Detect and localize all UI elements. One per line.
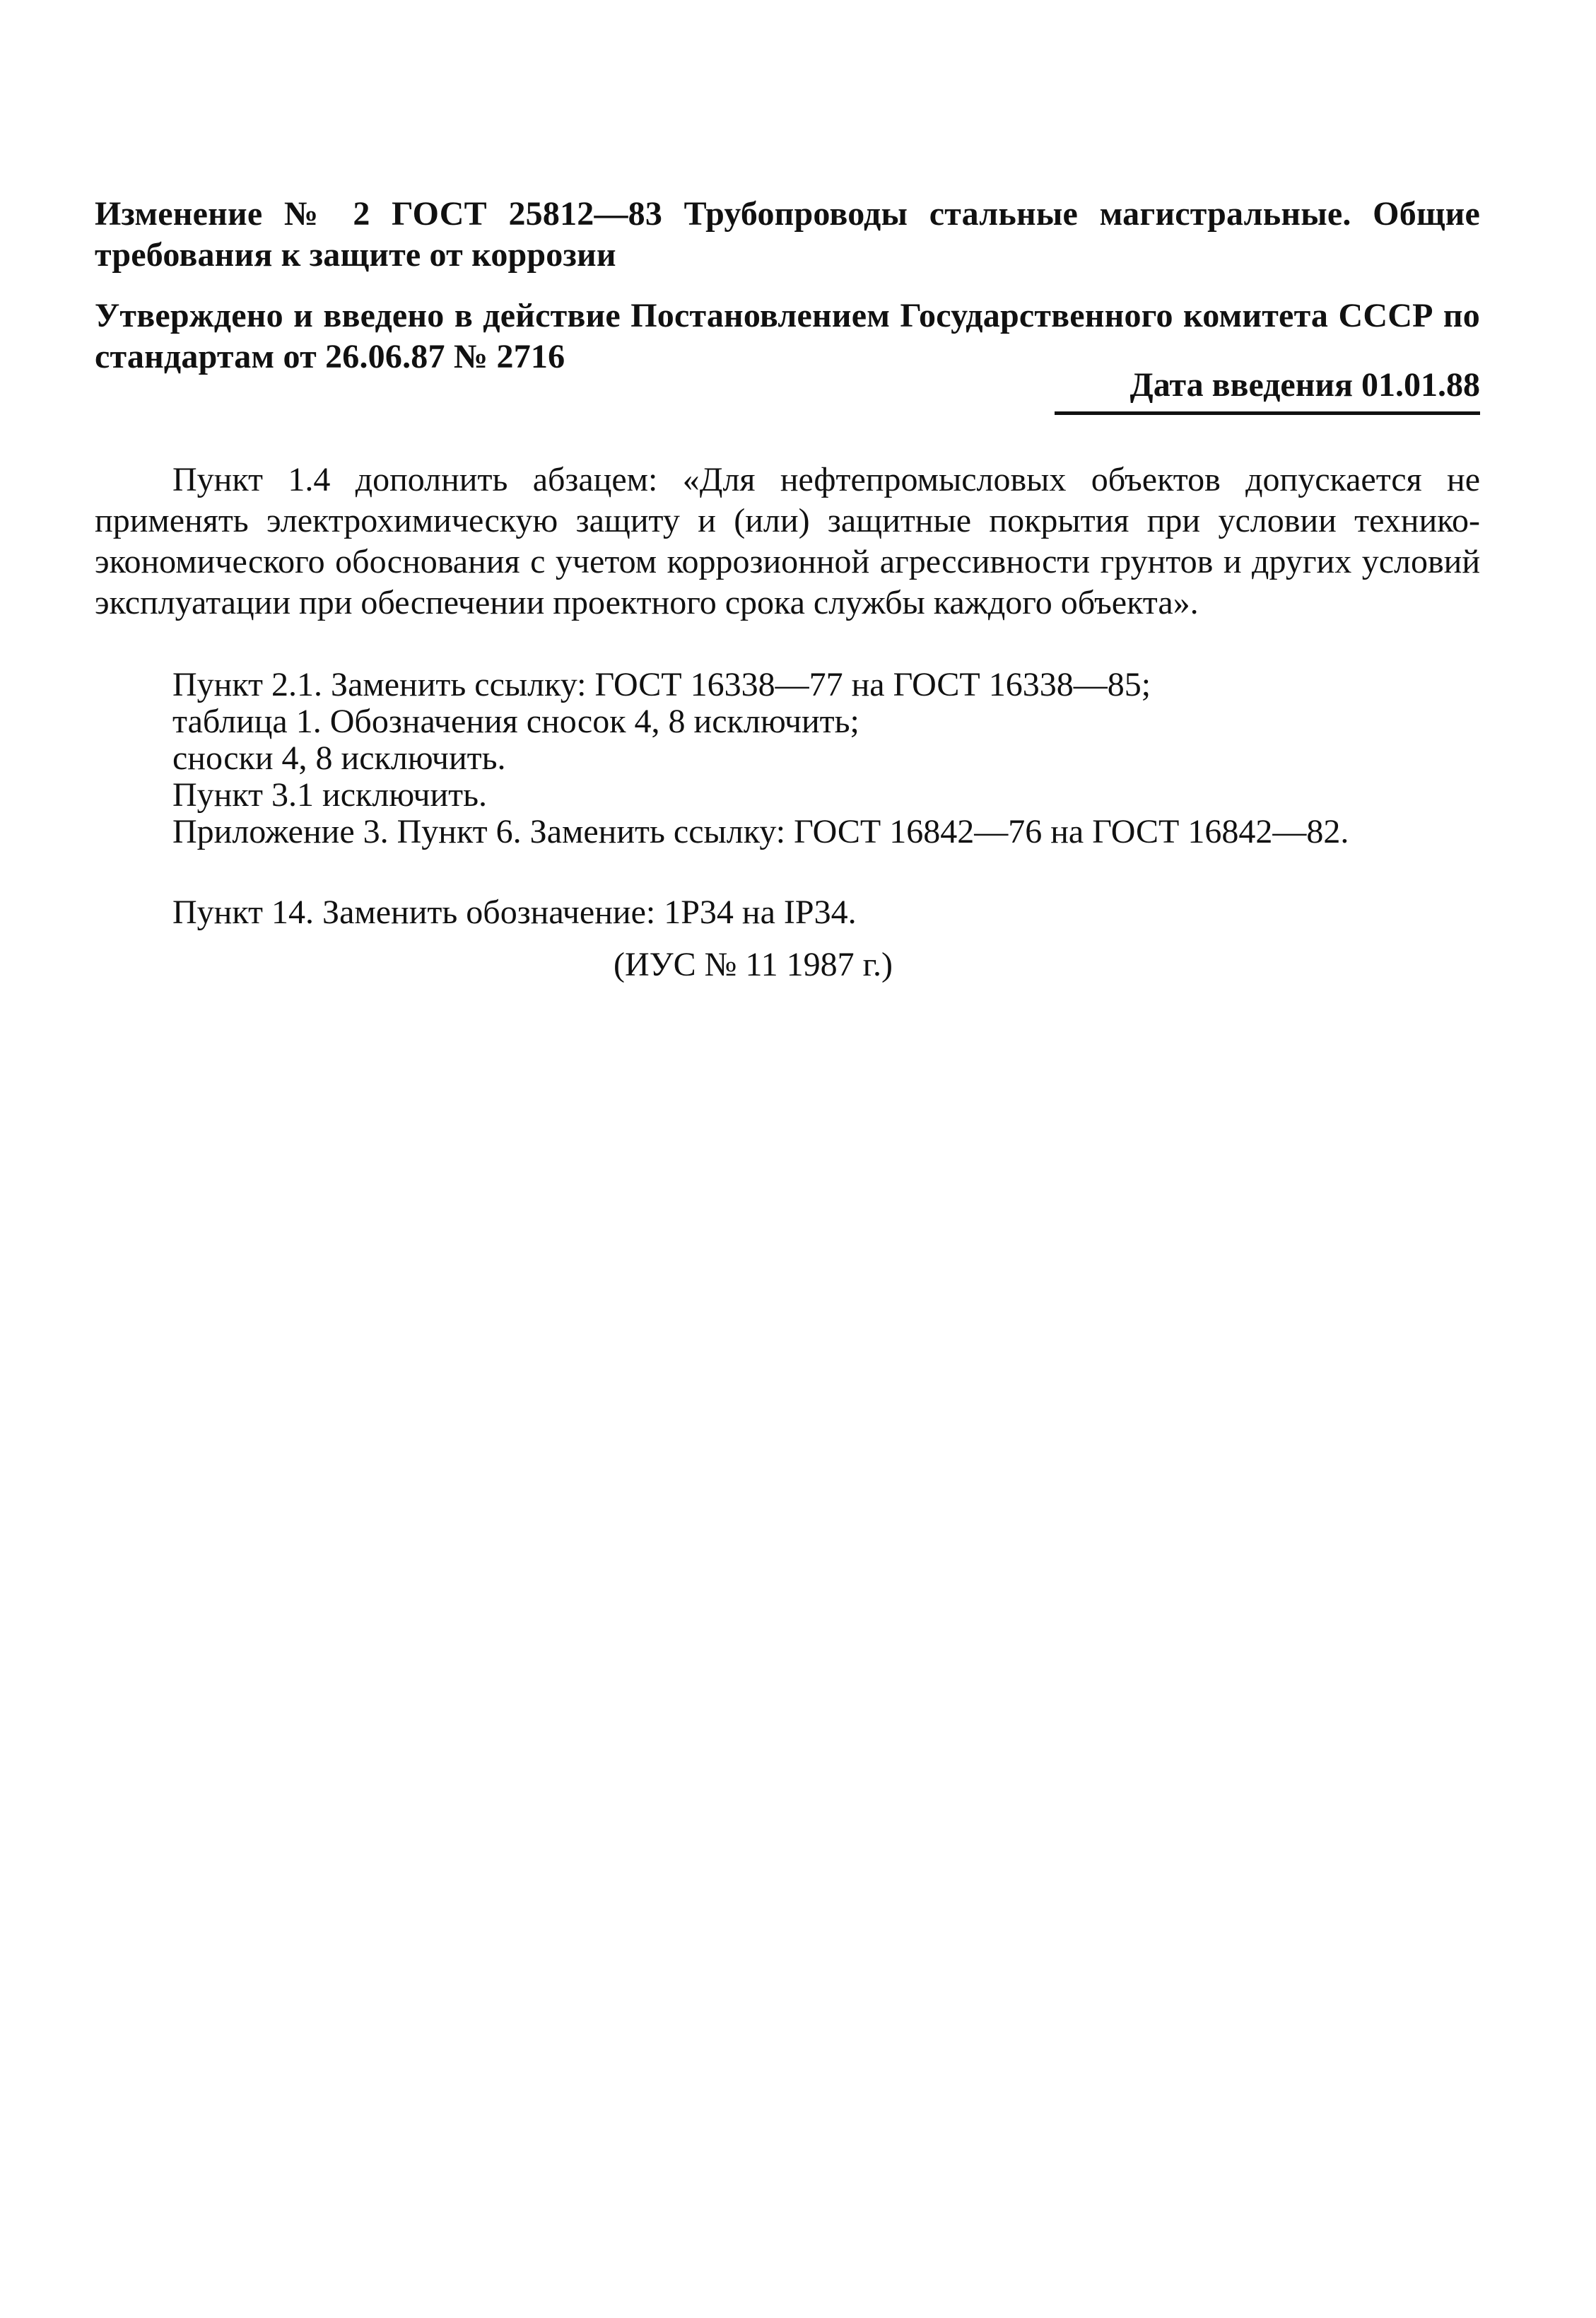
amendment-line-14: Пункт 14. Заменить обозначение: 1Р34 на IP34. <box>172 894 857 931</box>
amendment-line-2-1: Пункт 2.1. Заменить ссылку: ГОСТ 16338—77 на ГОСТ 16338—85; <box>172 666 1151 703</box>
publication-source: (ИУС № 11 1987 г.) <box>614 946 893 983</box>
amendment-line-table-1: таблица 1. Обозначения сносок 4, 8 исключить; <box>172 703 859 740</box>
document-title: Изменение № 2 ГОСТ 25812—83 Трубопроводы стальные магистральные. Общие требования к защите от коррозии <box>95 195 1480 274</box>
amendment-paragraph-appendix-3: Приложение 3. Пункт 6. Заменить ссылку: ГОСТ 16842—76 на ГОСТ 16842—82. <box>172 813 1349 850</box>
amendment-line-3-1: Пункт 3.1 исключить. <box>172 776 488 814</box>
amendment-paragraph-1-4: Пункт 1.4 дополнить абзацем: «Для нефтепромысловых объектов допускается не применять электрохимическую защиту и (или) защитные покрытия при условии технико-экономического обоснования с учетом коррозионной агрессивности грунтов и других условий эксплуатации при обеспечении проектного срока службы каждого объекта». <box>95 461 1480 621</box>
effective-date: Дата введения 01.01.88 <box>1129 366 1480 404</box>
effective-date-underline <box>1055 411 1480 415</box>
approval-statement: Утверждено и введено в действие Постановлением Государственного комитета СССР по стандартам от 26.06.87 № 2716 <box>95 297 1480 375</box>
amendment-line-footnotes: сноски 4, 8 исключить. <box>172 739 506 777</box>
